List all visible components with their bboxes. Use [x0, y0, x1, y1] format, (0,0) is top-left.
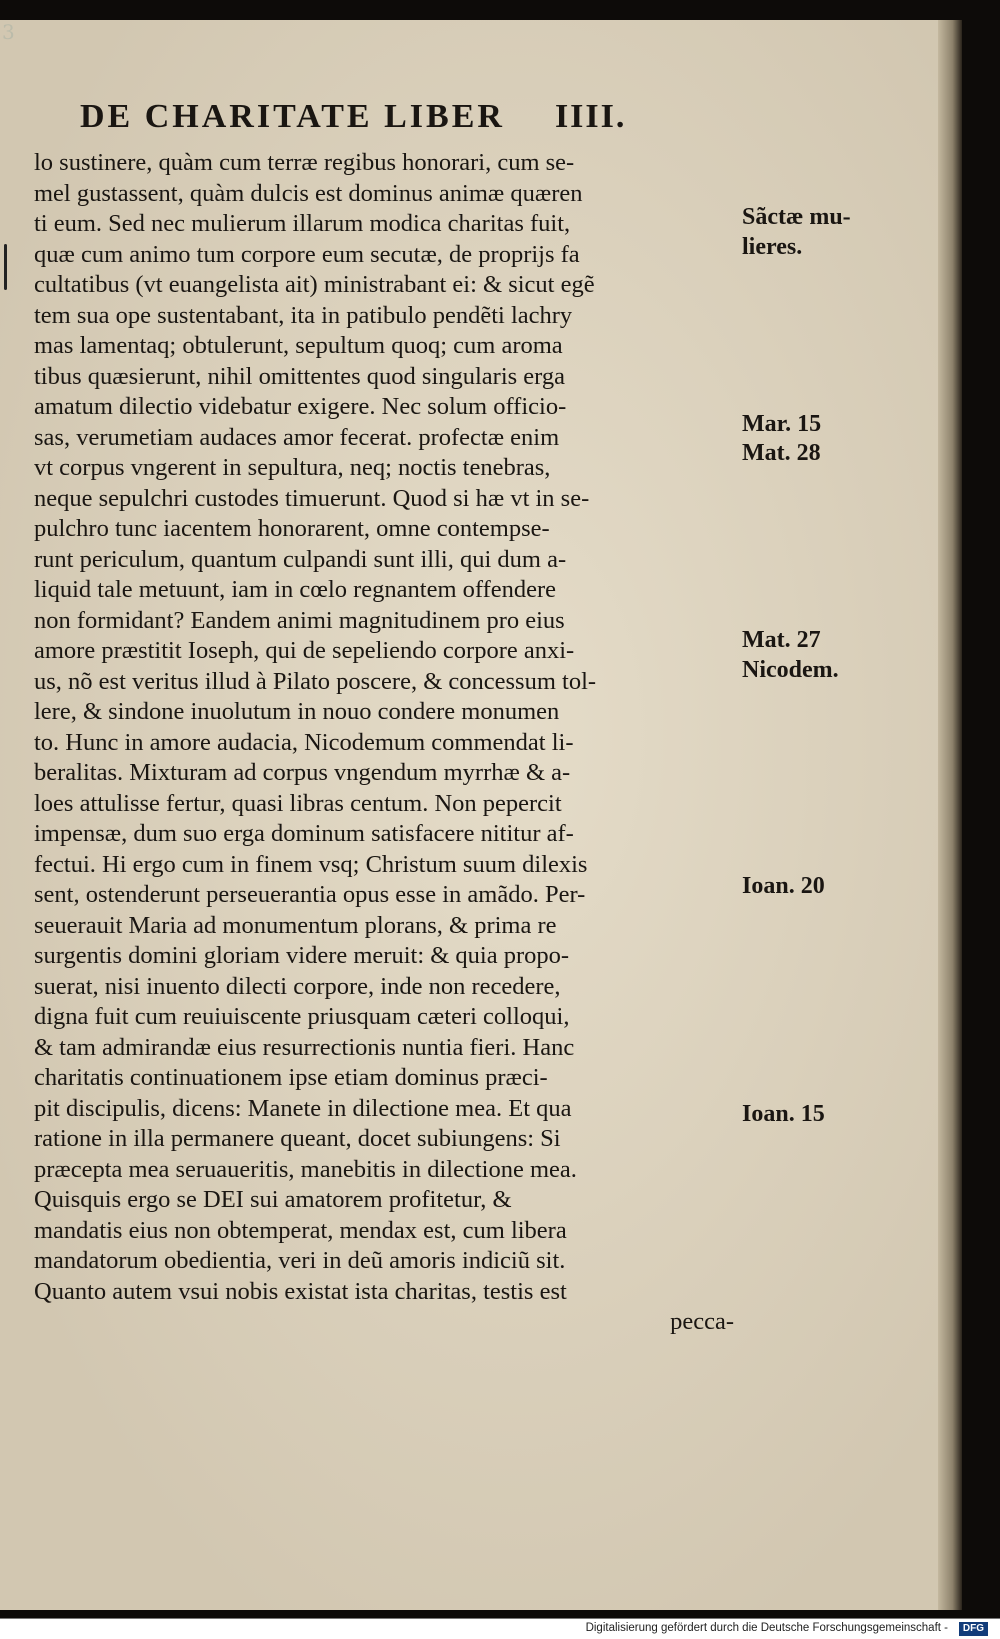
text-line: surgentis domini gloriam videre meruit: & quia propo-: [34, 942, 570, 969]
text-line: charitatis continuationem ipse etiam dominus præci-: [34, 1064, 548, 1091]
text-line: pulchro tunc iacentem honorarent, omne contempse-: [34, 515, 550, 542]
text-line: mandatorum obedientia, veri in deũ amoris indiciũ sit.: [34, 1247, 566, 1274]
text-line: suerat, nisi inuento dilecti corpore, inde non recedere,: [34, 972, 561, 1000]
text-line: tibus quæsierunt, nihil omittentes quod singularis erga: [34, 362, 566, 390]
margin-note: Mat. 27: [742, 627, 821, 653]
catchword: pecca-: [670, 1308, 734, 1335]
text-line: impensæ, dum suo erga dominum satisfacere nititur af-: [34, 820, 574, 847]
text-line: lo sustinere, quàm cum terræ regibus honorari, cum se-: [34, 149, 575, 176]
digitization-footer: [0, 1618, 1000, 1639]
text-line: digna fuit cum reuiuiscente priusquam cæteri colloqui,: [34, 1003, 570, 1030]
text-line: beralitas. Mixturam ad corpus vngendum myrrhæ & a-: [34, 759, 571, 786]
text-line: quæ cum animo tum corpore eum secutæ, de proprijs fa: [34, 240, 580, 268]
text-line: sent, ostenderunt perseuerantia opus esse in amãdo. Per-: [34, 881, 586, 908]
running-head-title: DE CHARITATE LIBER: [80, 98, 505, 135]
corner-mark: 3: [2, 20, 15, 44]
text-line: amatum dilectio videbatur exigere. Nec solum officio-: [34, 393, 567, 420]
text-line: fectui. Hi ergo cum in finem vsq; Christum suum dilexis: [34, 850, 588, 878]
margin-note: Nicodem.: [742, 657, 839, 683]
margin-note: lieres.: [742, 234, 803, 260]
text-line: liquid tale metuunt, iam in cœlo regnantem offendere: [34, 576, 557, 603]
dfg-logo: DFG: [959, 1622, 988, 1636]
text-line: & tam admirandæ eius resurrectionis nuntia fieri. Hanc: [34, 1033, 575, 1061]
text-line: ti eum. Sed nec mulierum illarum modica charitas fuit,: [34, 210, 571, 237]
text-line: cultatibus (vt euangelista ait) ministrabant ei: & sicut egẽ: [34, 271, 595, 298]
text-line: sas, verumetiam audaces amor fecerat. profectæ enim: [34, 423, 560, 451]
margin-note: Mat. 28: [742, 440, 821, 466]
text-line: pit discipulis, dicens: Manete in dilectione mea. Et qua: [34, 1094, 572, 1122]
text-line: mel gustassent, quàm dulcis est dominus animæ quæren: [34, 179, 583, 207]
text-line: vt corpus vngerent in sepultura, neq; noctis tenebras,: [34, 454, 551, 481]
text-line: mandatis eius non obtemperat, mendax est, cum libera: [34, 1216, 567, 1244]
margin-note: Ioan. 15: [742, 1101, 825, 1127]
text-line: amore præstitit Ioseph, qui de sepeliendo corpore anxi-: [34, 637, 575, 664]
margin-note: Mar. 15: [742, 411, 822, 437]
running-head: [80, 90, 680, 136]
text-line: neque sepulchri custodes timuerunt. Quod si hæ vt in se-: [34, 484, 590, 512]
margin-bracket: [4, 244, 7, 290]
text-line: ratione in illa permanere queant, docet subiungens: Si: [34, 1125, 561, 1152]
text-line: to. Hunc in amore audacia, Nicodemum commendat li-: [34, 728, 574, 756]
margin-note: Sãctæ mu-: [742, 204, 851, 230]
text-line: Quanto autem vsui nobis existat ista charitas, testis est: [34, 1277, 567, 1305]
text-line: runt periculum, quantum culpandi sunt illi, qui dum a-: [34, 545, 567, 573]
text-line: seuerauit Maria ad monumentum plorans, & prima re: [34, 911, 557, 939]
text-line: tem sua ope sustentabant, ita in patibulo pendẽti lachry: [34, 301, 573, 329]
text-line: lere, & sindone inuolutum in nouo condere monumen: [34, 698, 560, 725]
margin-note: Ioan. 20: [742, 873, 825, 899]
folio-number: IIII.: [554, 98, 627, 135]
text-line: non formidant? Eandem animi magnitudinem pro eius: [34, 606, 565, 634]
text-line: Quisquis ergo se DEI sui amatorem profitetur, &: [34, 1186, 512, 1213]
text-line: loes attulisse fertur, quasi libras centum. Non pepercit: [34, 789, 562, 817]
text-line: mas lamentaq; obtulerunt, sepultum quoq; cum aroma: [34, 332, 563, 359]
text-block: [34, 148, 734, 1338]
text-line: præcepta mea seruaueritis, manebitis in dilectione mea.: [34, 1155, 577, 1183]
footer-credit: Digitalisierung gefördert durch die Deutsche Forschungsgemeinschaft -: [585, 1622, 948, 1634]
page-edge: [938, 20, 962, 1610]
text-line: us, nõ est veritus illud à Pilato poscere, & concessum tol-: [34, 667, 597, 695]
book-page: [0, 20, 938, 1610]
